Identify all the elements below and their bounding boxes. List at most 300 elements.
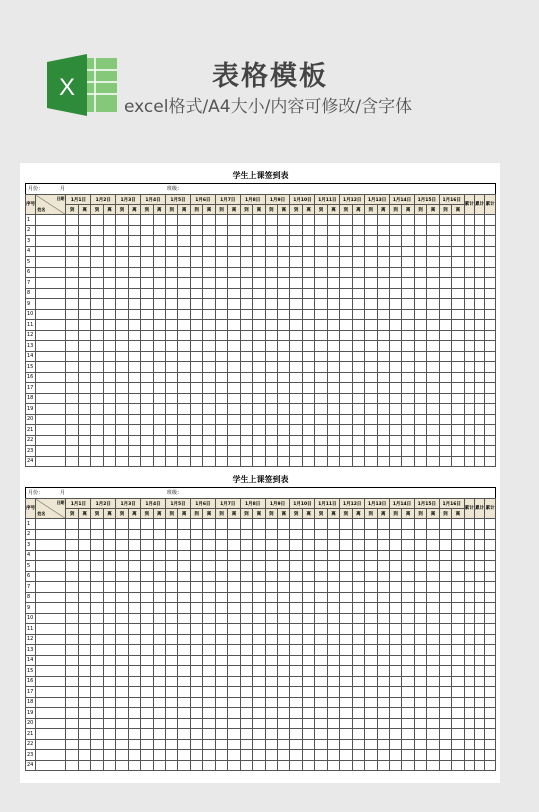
table-cell[interactable] (228, 362, 240, 373)
table-cell[interactable] (166, 456, 178, 467)
table-cell[interactable] (66, 215, 78, 226)
table-cell[interactable] (166, 330, 178, 341)
table-cell[interactable] (166, 561, 178, 572)
table-cell[interactable] (240, 561, 252, 572)
table-cell[interactable] (128, 215, 140, 226)
table-cell[interactable] (278, 571, 290, 582)
table-cell[interactable] (116, 446, 128, 457)
table-cell[interactable] (427, 320, 439, 331)
table-cell[interactable] (452, 425, 464, 436)
table-cell[interactable] (290, 603, 302, 614)
table-cell[interactable] (228, 446, 240, 457)
table-cell[interactable] (414, 351, 426, 362)
table-cell[interactable] (265, 540, 277, 551)
table-cell[interactable] (203, 383, 215, 394)
table-cell[interactable] (340, 456, 352, 467)
table-cell[interactable] (141, 425, 153, 436)
table-cell[interactable] (377, 446, 389, 457)
table-cell[interactable] (389, 362, 401, 373)
table-cell[interactable] (474, 215, 484, 226)
table-cell[interactable] (352, 592, 364, 603)
table-cell[interactable] (116, 666, 128, 677)
table-cell[interactable] (327, 257, 339, 268)
table-cell[interactable] (178, 603, 190, 614)
table-cell[interactable] (377, 288, 389, 299)
table-cell[interactable] (190, 624, 202, 635)
table-cell[interactable] (365, 750, 377, 761)
table-cell[interactable] (128, 288, 140, 299)
table-cell[interactable] (240, 320, 252, 331)
table-cell[interactable] (327, 404, 339, 415)
table-cell[interactable] (352, 320, 364, 331)
table-cell[interactable] (278, 582, 290, 593)
table-cell[interactable] (352, 330, 364, 341)
table-cell[interactable] (302, 362, 314, 373)
table-cell[interactable] (427, 603, 439, 614)
table-cell[interactable] (464, 519, 474, 530)
table-cell[interactable] (190, 393, 202, 404)
table-cell[interactable] (66, 414, 78, 425)
table-cell[interactable] (178, 561, 190, 572)
table-cell[interactable] (91, 540, 103, 551)
table-cell[interactable] (253, 718, 265, 729)
table-cell[interactable] (178, 540, 190, 551)
table-cell[interactable] (377, 435, 389, 446)
table-cell[interactable] (402, 351, 414, 362)
table-cell[interactable] (352, 645, 364, 656)
table-cell[interactable] (128, 729, 140, 740)
table-cell[interactable] (190, 739, 202, 750)
table-cell[interactable] (315, 666, 327, 677)
table-cell[interactable] (414, 750, 426, 761)
table-cell[interactable] (302, 582, 314, 593)
table-cell[interactable] (265, 729, 277, 740)
table-cell[interactable] (485, 697, 496, 708)
table-cell[interactable] (290, 351, 302, 362)
table-cell[interactable] (215, 278, 227, 289)
table-cell[interactable] (427, 571, 439, 582)
table-cell[interactable] (365, 267, 377, 278)
table-cell[interactable] (452, 278, 464, 289)
table-cell[interactable] (302, 309, 314, 320)
table-cell[interactable] (141, 550, 153, 561)
table-cell[interactable] (427, 330, 439, 341)
table-cell[interactable] (485, 414, 496, 425)
table-cell[interactable] (327, 750, 339, 761)
table-cell[interactable] (327, 529, 339, 540)
table-cell[interactable] (190, 383, 202, 394)
table-cell[interactable] (377, 624, 389, 635)
table-cell[interactable] (253, 425, 265, 436)
table-cell[interactable] (365, 372, 377, 383)
table-cell[interactable] (464, 215, 474, 226)
table-cell[interactable] (253, 309, 265, 320)
table-cell[interactable] (302, 278, 314, 289)
table-cell[interactable] (439, 288, 451, 299)
table-cell[interactable] (290, 330, 302, 341)
table-cell[interactable] (178, 655, 190, 666)
table-cell[interactable] (240, 613, 252, 624)
table-cell[interactable] (240, 592, 252, 603)
table-cell[interactable] (128, 624, 140, 635)
table-cell[interactable] (265, 708, 277, 719)
table-cell[interactable] (427, 404, 439, 415)
table-cell[interactable] (485, 529, 496, 540)
table-cell[interactable] (327, 603, 339, 614)
table-cell[interactable] (464, 236, 474, 247)
table-cell[interactable] (228, 613, 240, 624)
table-cell[interactable] (240, 414, 252, 425)
table-cell[interactable] (153, 645, 165, 656)
table-cell[interactable] (166, 519, 178, 530)
table-cell[interactable] (116, 236, 128, 247)
table-cell[interactable] (290, 582, 302, 593)
table-cell[interactable] (414, 571, 426, 582)
table-cell[interactable] (153, 729, 165, 740)
table-cell[interactable] (340, 708, 352, 719)
table-cell[interactable] (315, 708, 327, 719)
table-cell[interactable] (302, 330, 314, 341)
table-cell[interactable] (78, 739, 90, 750)
table-cell[interactable] (389, 540, 401, 551)
table-cell[interactable] (414, 278, 426, 289)
table-cell[interactable] (290, 687, 302, 698)
table-cell[interactable] (103, 697, 115, 708)
table-cell[interactable] (91, 655, 103, 666)
table-cell[interactable] (215, 624, 227, 635)
table-cell[interactable] (402, 571, 414, 582)
table-cell[interactable] (36, 666, 66, 677)
table-cell[interactable] (215, 666, 227, 677)
table-cell[interactable] (103, 540, 115, 551)
table-cell[interactable] (153, 414, 165, 425)
table-cell[interactable] (153, 540, 165, 551)
table-cell[interactable] (315, 582, 327, 593)
table-cell[interactable] (302, 634, 314, 645)
table-cell[interactable] (427, 372, 439, 383)
table-cell[interactable] (302, 446, 314, 457)
table-cell[interactable] (414, 561, 426, 572)
table-cell[interactable] (414, 372, 426, 383)
table-cell[interactable] (166, 540, 178, 551)
table-cell[interactable] (340, 687, 352, 698)
table-cell[interactable] (464, 446, 474, 457)
table-cell[interactable] (290, 257, 302, 268)
table-cell[interactable] (215, 750, 227, 761)
table-cell[interactable] (103, 676, 115, 687)
table-cell[interactable] (141, 729, 153, 740)
table-cell[interactable] (302, 645, 314, 656)
table-cell[interactable] (485, 718, 496, 729)
table-cell[interactable] (389, 225, 401, 236)
table-cell[interactable] (240, 393, 252, 404)
table-cell[interactable] (190, 634, 202, 645)
table-cell[interactable] (365, 351, 377, 362)
table-cell[interactable] (365, 330, 377, 341)
table-cell[interactable] (365, 278, 377, 289)
table-cell[interactable] (128, 529, 140, 540)
table-cell[interactable] (166, 299, 178, 310)
table-cell[interactable] (103, 666, 115, 677)
table-cell[interactable] (36, 225, 66, 236)
table-cell[interactable] (402, 655, 414, 666)
table-cell[interactable] (474, 246, 484, 257)
table-cell[interactable] (265, 687, 277, 698)
table-cell[interactable] (315, 414, 327, 425)
table-cell[interactable] (253, 519, 265, 530)
table-cell[interactable] (427, 666, 439, 677)
table-cell[interactable] (166, 414, 178, 425)
table-cell[interactable] (340, 729, 352, 740)
table-cell[interactable] (215, 404, 227, 415)
table-cell[interactable] (265, 603, 277, 614)
table-cell[interactable] (66, 393, 78, 404)
table-cell[interactable] (153, 362, 165, 373)
table-cell[interactable] (190, 697, 202, 708)
table-cell[interactable] (153, 299, 165, 310)
table-cell[interactable] (128, 425, 140, 436)
table-cell[interactable] (116, 708, 128, 719)
table-cell[interactable] (215, 236, 227, 247)
table-cell[interactable] (452, 446, 464, 457)
table-cell[interactable] (36, 425, 66, 436)
table-cell[interactable] (485, 236, 496, 247)
table-cell[interactable] (128, 246, 140, 257)
table-cell[interactable] (91, 645, 103, 656)
table-cell[interactable] (66, 425, 78, 436)
table-cell[interactable] (327, 676, 339, 687)
table-cell[interactable] (452, 341, 464, 352)
table-cell[interactable] (215, 330, 227, 341)
table-cell[interactable] (203, 613, 215, 624)
table-cell[interactable] (340, 750, 352, 761)
table-cell[interactable] (265, 309, 277, 320)
table-cell[interactable] (153, 750, 165, 761)
table-cell[interactable] (302, 456, 314, 467)
table-cell[interactable] (474, 603, 484, 614)
table-cell[interactable] (103, 236, 115, 247)
table-cell[interactable] (389, 215, 401, 226)
table-cell[interactable] (414, 404, 426, 415)
table-cell[interactable] (414, 425, 426, 436)
table-cell[interactable] (464, 729, 474, 740)
table-cell[interactable] (377, 634, 389, 645)
table-cell[interactable] (464, 540, 474, 551)
table-cell[interactable] (253, 613, 265, 624)
table-cell[interactable] (414, 236, 426, 247)
table-cell[interactable] (215, 729, 227, 740)
table-cell[interactable] (414, 257, 426, 268)
table-cell[interactable] (228, 634, 240, 645)
table-cell[interactable] (36, 299, 66, 310)
table-cell[interactable] (203, 393, 215, 404)
table-cell[interactable] (103, 372, 115, 383)
table-cell[interactable] (78, 257, 90, 268)
table-cell[interactable] (315, 561, 327, 572)
table-cell[interactable] (427, 425, 439, 436)
table-cell[interactable] (240, 299, 252, 310)
table-cell[interactable] (365, 299, 377, 310)
table-cell[interactable] (365, 561, 377, 572)
table-cell[interactable] (365, 519, 377, 530)
table-cell[interactable] (128, 561, 140, 572)
table-cell[interactable] (116, 645, 128, 656)
table-cell[interactable] (36, 236, 66, 247)
table-cell[interactable] (340, 760, 352, 771)
table-cell[interactable] (66, 540, 78, 551)
table-cell[interactable] (103, 351, 115, 362)
table-cell[interactable] (66, 697, 78, 708)
table-cell[interactable] (36, 519, 66, 530)
table-cell[interactable] (377, 687, 389, 698)
table-cell[interactable] (402, 341, 414, 352)
table-cell[interactable] (377, 697, 389, 708)
table-cell[interactable] (402, 278, 414, 289)
table-cell[interactable] (141, 299, 153, 310)
table-cell[interactable] (66, 519, 78, 530)
table-cell[interactable] (215, 687, 227, 698)
table-cell[interactable] (141, 330, 153, 341)
table-cell[interactable] (464, 760, 474, 771)
table-cell[interactable] (464, 320, 474, 331)
table-cell[interactable] (116, 561, 128, 572)
table-cell[interactable] (166, 739, 178, 750)
table-cell[interactable] (240, 236, 252, 247)
table-cell[interactable] (36, 645, 66, 656)
table-cell[interactable] (377, 236, 389, 247)
table-cell[interactable] (253, 729, 265, 740)
table-cell[interactable] (278, 404, 290, 415)
table-cell[interactable] (485, 645, 496, 656)
table-cell[interactable] (327, 687, 339, 698)
table-cell[interactable] (474, 666, 484, 677)
table-cell[interactable] (377, 362, 389, 373)
table-cell[interactable] (253, 645, 265, 656)
table-cell[interactable] (352, 634, 364, 645)
table-cell[interactable] (365, 550, 377, 561)
table-cell[interactable] (439, 404, 451, 415)
table-cell[interactable] (91, 246, 103, 257)
table-cell[interactable] (365, 592, 377, 603)
table-cell[interactable] (36, 320, 66, 331)
table-cell[interactable] (414, 320, 426, 331)
table-cell[interactable] (128, 257, 140, 268)
table-cell[interactable] (464, 666, 474, 677)
table-cell[interactable] (389, 624, 401, 635)
table-cell[interactable] (36, 739, 66, 750)
table-cell[interactable] (128, 540, 140, 551)
table-cell[interactable] (166, 362, 178, 373)
table-cell[interactable] (215, 309, 227, 320)
table-cell[interactable] (141, 362, 153, 373)
table-cell[interactable] (153, 624, 165, 635)
table-cell[interactable] (485, 383, 496, 394)
table-cell[interactable] (452, 393, 464, 404)
table-cell[interactable] (265, 267, 277, 278)
table-cell[interactable] (203, 215, 215, 226)
table-cell[interactable] (203, 372, 215, 383)
table-cell[interactable] (253, 687, 265, 698)
table-cell[interactable] (141, 435, 153, 446)
table-cell[interactable] (439, 414, 451, 425)
table-cell[interactable] (290, 236, 302, 247)
table-cell[interactable] (153, 613, 165, 624)
table-cell[interactable] (128, 414, 140, 425)
table-cell[interactable] (389, 309, 401, 320)
table-cell[interactable] (103, 246, 115, 257)
table-cell[interactable] (452, 634, 464, 645)
table-cell[interactable] (402, 718, 414, 729)
table-cell[interactable] (228, 351, 240, 362)
table-cell[interactable] (253, 341, 265, 352)
table-cell[interactable] (36, 404, 66, 415)
table-cell[interactable] (377, 666, 389, 677)
table-cell[interactable] (265, 550, 277, 561)
table-cell[interactable] (141, 750, 153, 761)
table-cell[interactable] (78, 613, 90, 624)
table-cell[interactable] (228, 215, 240, 226)
table-cell[interactable] (253, 592, 265, 603)
table-cell[interactable] (78, 603, 90, 614)
table-cell[interactable] (290, 718, 302, 729)
table-cell[interactable] (166, 267, 178, 278)
table-cell[interactable] (203, 750, 215, 761)
table-cell[interactable] (278, 529, 290, 540)
table-cell[interactable] (302, 718, 314, 729)
table-cell[interactable] (178, 267, 190, 278)
table-cell[interactable] (91, 393, 103, 404)
table-cell[interactable] (464, 613, 474, 624)
table-cell[interactable] (153, 666, 165, 677)
table-cell[interactable] (265, 561, 277, 572)
table-cell[interactable] (178, 330, 190, 341)
table-cell[interactable] (427, 456, 439, 467)
table-cell[interactable] (203, 676, 215, 687)
table-cell[interactable] (439, 592, 451, 603)
table-cell[interactable] (427, 718, 439, 729)
table-cell[interactable] (265, 383, 277, 394)
table-cell[interactable] (427, 267, 439, 278)
table-cell[interactable] (116, 267, 128, 278)
table-cell[interactable] (178, 519, 190, 530)
table-cell[interactable] (228, 561, 240, 572)
table-cell[interactable] (365, 624, 377, 635)
table-cell[interactable] (240, 739, 252, 750)
table-cell[interactable] (103, 550, 115, 561)
table-cell[interactable] (215, 697, 227, 708)
table-cell[interactable] (91, 519, 103, 530)
table-cell[interactable] (36, 624, 66, 635)
table-cell[interactable] (402, 446, 414, 457)
table-cell[interactable] (141, 225, 153, 236)
table-cell[interactable] (439, 225, 451, 236)
table-cell[interactable] (190, 645, 202, 656)
table-cell[interactable] (116, 634, 128, 645)
table-cell[interactable] (414, 645, 426, 656)
table-cell[interactable] (464, 571, 474, 582)
table-cell[interactable] (365, 404, 377, 415)
table-cell[interactable] (414, 592, 426, 603)
table-cell[interactable] (389, 550, 401, 561)
table-cell[interactable] (91, 383, 103, 394)
table-cell[interactable] (128, 341, 140, 352)
table-cell[interactable] (389, 299, 401, 310)
table-cell[interactable] (377, 278, 389, 289)
table-cell[interactable] (327, 561, 339, 572)
table-cell[interactable] (278, 613, 290, 624)
table-cell[interactable] (178, 687, 190, 698)
table-cell[interactable] (365, 676, 377, 687)
